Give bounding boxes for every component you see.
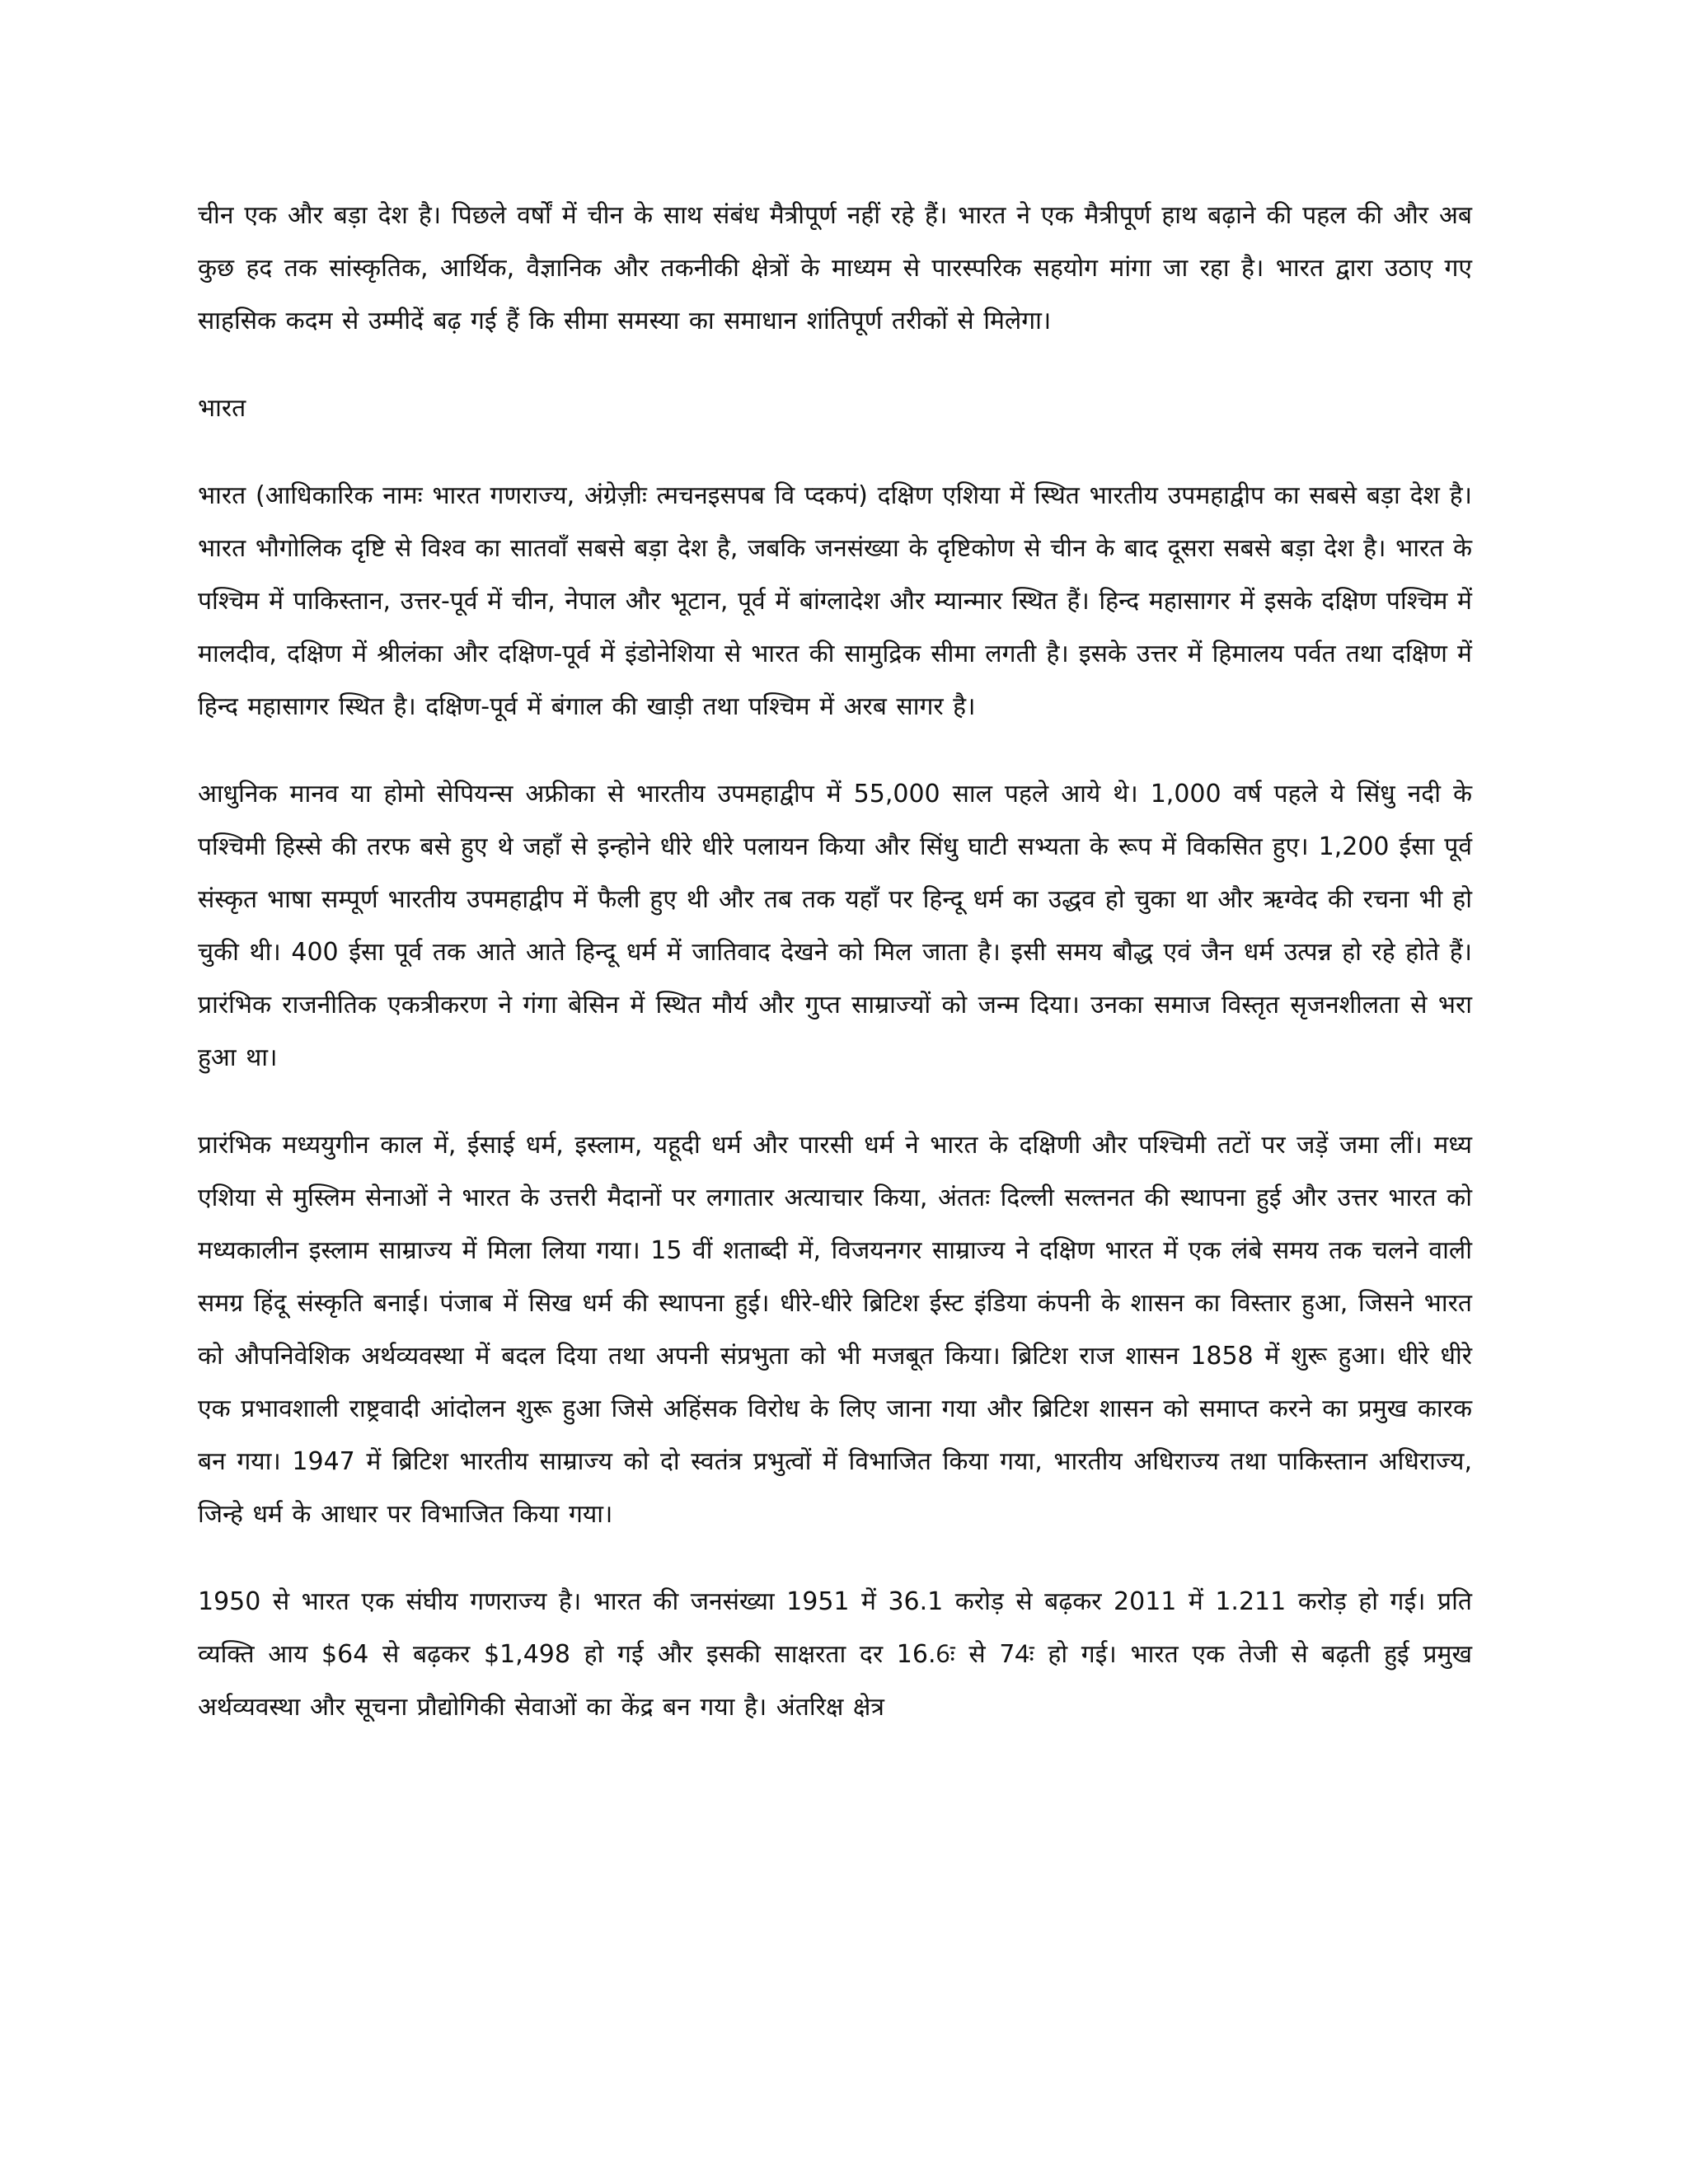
paragraph-india-overview: भारत (आधिकारिक नामः भारत गणराज्य, अंग्रेज़ीः त्मचनइसपब वि प्दकपं) दक्षिण एशिया में स्थित भारतीय उपमहाद्वीप का सबसे बड़ा देश है। भारत भौगोलिक दृष्टि से विश्व का सातवाँ सबसे बड़ा देश है, जबकि जनसंख्या के दृष्टिकोण से चीन के बाद दूसरा सबसे बड़ा देश है। भारत के पश्चिम में पाकिस्तान, उत्तर-पूर्व में चीन, नेपाल और भूटान, पूर्व में बांग्लादेश और म्यान्मार स्थित हैं। हिन्द महासागर में इसके दक्षिण पश्चिम में मालदीव, दक्षिण में श्रीलंका और दक्षिण-पूर्व में इंडोनेशिया से भारत की सामुद्रिक सीमा लगती है। इसके उत्तर में हिमालय पर्वत तथा दक्षिण में हिन्द महासागर स्थित है। दक्षिण-पूर्व में बंगाल की खाड़ी तथा पश्चिम में अरब सागर है।: [198, 481, 1472, 721]
section-heading-bharat: भारत: [198, 394, 246, 423]
paragraph-china-relations: चीन एक और बड़ा देश है। पिछले वर्षों में चीन के साथ संबंध मैत्रीपूर्ण नहीं रहे हैं। भारत ने एक मैत्रीपूर्ण हाथ बढ़ाने की पहल की और अब कुछ हद तक सांस्कृतिक, आर्थिक, वैज्ञानिक और तकनीकी क्षेत्रों के माध्यम से पारस्परिक सहयोग मांगा जा रहा है। भारत द्वारा उठाए गए साहसिक कदम से उम्मीदें बढ़ गई हैं कि सीमा समस्या का समाधान शांतिपूर्ण तरीकों से मिलेगा।: [198, 201, 1472, 335]
paragraph-ancient-history: आधुनिक मानव या होमो सेपियन्स अफ्रीका से भारतीय उपमहाद्वीप में 55,000 साल पहले आये थे। 1,000 वर्ष पहले ये सिंधु नदी के पश्चिमी हिस्से की तरफ बसे हुए थे जहाँ से इन्होने धीरे धीरे पलायन किया और सिंधु घाटी सभ्यता के रूप में विकसित हुए। 1,200 ईसा पूर्व संस्कृत भाषा सम्पूर्ण भारतीय उपमहाद्वीप में फैली हुए थी और तब तक यहाँ पर हिन्दू धर्म का उद्धव हो चुका था और ऋग्वेद की रचना भी हो चुकी थी। 400 ईसा पूर्व तक आते आते हिन्दू धर्म में जातिवाद देखने को मिल जाता है। इसी समय बौद्ध एवं जैन धर्म उत्पन्न हो रहे होते हैं। प्रारंभिक राजनीतिक एकत्रीकरण ने गंगा बेसिन में स्थित मौर्य और गुप्त साम्राज्यों को जन्म दिया। उनका समाज विस्तृत सृजनशीलता से भरा हुआ था।: [198, 780, 1472, 1072]
paragraph-modern-india: 1950 से भारत एक संघीय गणराज्य है। भारत की जनसंख्या 1951 में 36.1 करोड़ से बढ़कर 2011 में 1.211 करोड़ हो गई। प्रति व्यक्ति आय $64 से बढ़कर $1,498 हो गई और इसकी साक्षरता दर 16.6ः से 74ः हो गई। भारत एक तेजी से बढ़ती हुई प्रमुख अर्थव्यवस्था और सूचना प्रौद्योगिकी सेवाओं का केंद्र बन गया है। अंतरिक्ष क्षेत्र: [198, 1587, 1472, 1722]
paragraph-medieval-history: प्रारंभिक मध्ययुगीन काल में, ईसाई धर्म, इस्लाम, यहूदी धर्म और पारसी धर्म ने भारत के दक्षिणी और पश्चिमी तटों पर जड़ें जमा लीं। मध्य एशिया से मुस्लिम सेनाओं ने भारत के उत्तरी मैदानों पर लगातार अत्याचार किया, अंततः दिल्ली सल्तनत की स्थापना हुई और उत्तर भारत को मध्यकालीन इस्लाम साम्राज्य में मिला लिया गया। 15 वीं शताब्दी में, विजयनगर साम्राज्य ने दक्षिण भारत में एक लंबे समय तक चलने वाली समग्र हिंदू संस्कृति बनाई। पंजाब में सिख धर्म की स्थापना हुई। धीरे-धीरे ब्रिटिश ईस्ट इंडिया कंपनी के शासन का विस्तार हुआ, जिसने भारत को औपनिवेशिक अर्थव्यवस्था में बदल दिया तथा अपनी संप्रभुता को भी मजबूत किया। ब्रिटिश राज शासन 1858 में शुरू हुआ। धीरे धीरे एक प्रभावशाली राष्ट्रवादी आंदोलन शुरू हुआ जिसे अहिंसक विरोध के लिए जाना गया और ब्रिटिश शासन को समाप्त करने का प्रमुख कारक बन गया। 1947 में ब्रिटिश भारतीय साम्राज्य को दो स्वतंत्र प्रभुत्वों में विभाजित किया गया, भारतीय अधिराज्य तथा पाकिस्तान अधिराज्य, जिन्हे धर्म के आधार पर विभाजित किया गया।: [198, 1131, 1472, 1529]
